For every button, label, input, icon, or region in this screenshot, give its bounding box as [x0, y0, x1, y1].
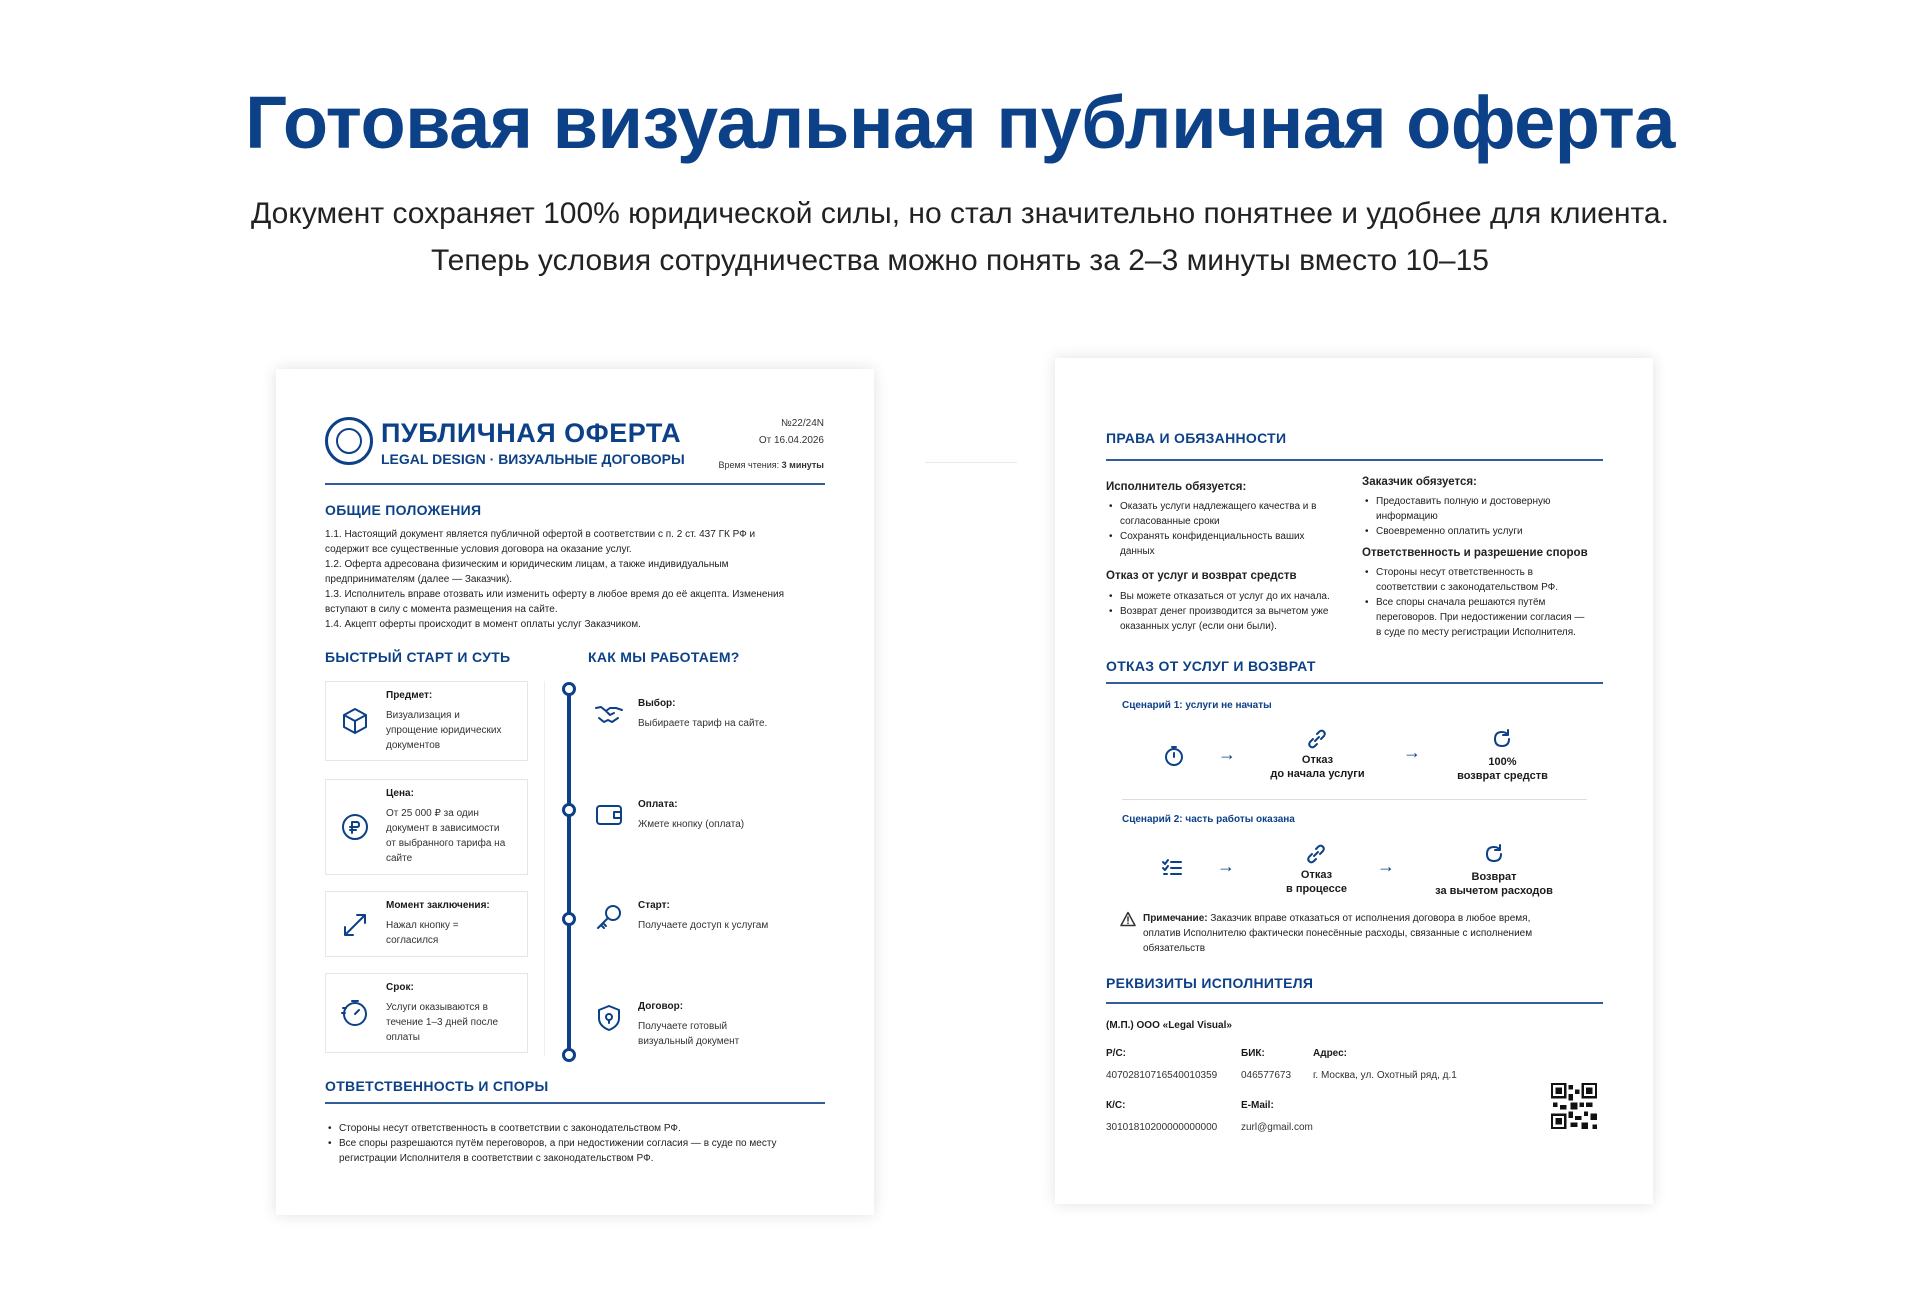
subtitle-line-1: Документ сохраняет 100% юридической силы, но стал значительно понятнее и удобнее для клиента.	[251, 197, 1669, 230]
doc-date: От 16.04.2026	[758, 435, 824, 446]
divider	[325, 1102, 825, 1104]
box-icon	[340, 706, 370, 736]
section-requisites-heading: РЕКВИЗИТЫ ИСПОЛНИТЕЛЯ	[1106, 975, 1314, 991]
timeline-dot	[562, 803, 576, 817]
arrow-icon: →	[1218, 744, 1236, 764]
divider	[1122, 799, 1587, 800]
section-rights-heading: ПРАВА И ОБЯЗАННОСТИ	[1106, 430, 1287, 446]
logo-icon	[325, 417, 373, 465]
main-headline: Готовая визуальная публичная оферта	[245, 81, 1675, 164]
card-moment: Момент заключения: Нажал кнопку = согласился	[325, 891, 528, 957]
ruble-icon	[340, 812, 370, 842]
refund-list: • Вы можете отказаться от услуг до их начала. • Возврат денег производится за вычетом уже оказанных услуг (если они были).	[1106, 589, 1351, 634]
checklist-icon	[1160, 856, 1184, 880]
customer-list: • Предоставить полную и достоверную информацию • Своевременно оплатить услуги	[1362, 494, 1607, 539]
arrow-icon: →	[1377, 856, 1395, 876]
divider	[325, 483, 825, 485]
liability-list: • Стороны несут ответственность в соответствии с законодательством РФ. • Все споры разрешаются путём переговоров, а при недостижении согласия — в суде по месту регистрации Исполнителя в соответствии с законодательством РФ.	[325, 1121, 835, 1166]
timeline-line	[567, 689, 571, 1056]
link-icon	[1305, 843, 1327, 865]
qr-code-icon	[1551, 1083, 1597, 1129]
wallet-icon	[594, 799, 624, 829]
timeline-dot	[562, 1048, 576, 1062]
expand-icon	[340, 910, 370, 940]
timer-icon	[340, 998, 370, 1028]
executor-list: • Оказать услуги надлежащего качества и в согласованные сроки • Сохранять конфиденциальность ваших данных	[1106, 499, 1351, 559]
doc-number: №22/24N	[781, 418, 824, 429]
section-howwework-heading: КАК МЫ РАБОТАЕМ?	[588, 649, 740, 665]
offer-page-1: ПУБЛИЧНАЯ ОФЕРТА LEGAL DESIGN · ВИЗУАЛЬНЫЕ ДОГОВОРЫ №22/24N От 16.04.2026 Время чтения: 3 минуты ОБЩИЕ ПОЛОЖЕНИЯ 1.1. Настоящий документ является публичной офертой в соответствии с п. 2 ст. 437 ГК РФ и содержит все существенные условия договора на оказание услуг. 1.2. Оферта адресована физическим и юридическим лицам, а также индивидуальным предпринимателям (далее — Заказчик). 1.3. Исполнитель вправе отозвать или изменить оферту в любое время до её акцепта. Изменения вступают в силу с момента размещения на сайте. 1.4. Акцепт оферты происходит в момент оплаты услуг Заказчиком. БЫСТРЫЙ СТАРТ И СУТЬ КАК МЫ РАБОТАЕМ? Предмет: Визуализация и упрощение юридических документов Цена: От 25 000 ₽ за один документ в зависимости от выбранного тарифа на сайте Момент заключения: Нажал кнопку = согласился Срок: Услуги оказываются в течение 1–3 дней после оплаты Выбор: Выбираете тариф на сайте. Оплата: Жмете кнопку (оплата) Старт: Получаете доступ к услугам Договор: Получаете готовый визуальный документ ОТВЕТСТВЕННОСТЬ И СПОРЫ • Стороны несут ответственность в соответствии с законодательством РФ. • Все споры разрешаются путём переговоров, а при недостижении согласия — в суде по месту регистрации Исполнителя в соответствии с законодательством РФ.	[276, 369, 874, 1215]
divider	[544, 681, 545, 1056]
section-quickstart-heading: БЫСТРЫЙ СТАРТ И СУТЬ	[325, 649, 511, 665]
timeline-dot	[562, 682, 576, 696]
note-text: Примечание: Заказчик вправе отказаться от исполнения договора в любое время, оплатив Исполнителю фактически понесённые расходы, связанные с исполнением обязательств	[1143, 913, 1533, 954]
timeline-dot	[562, 912, 576, 926]
card-subject: Предмет: Визуализация и упрощение юридических документов	[325, 681, 528, 761]
divider	[1106, 1002, 1603, 1004]
refresh-icon	[1491, 728, 1513, 750]
address-value: г. Москва, ул. Охотный ряд, д.1	[1313, 1070, 1457, 1081]
key-icon	[594, 902, 624, 932]
section-refusal-heading: ОТКАЗ ОТ УСЛУГ И ВОЗВРАТ	[1106, 658, 1316, 674]
email-value: zurl@gmail.com	[1241, 1122, 1313, 1133]
offer-page-2: ПРАВА И ОБЯЗАННОСТИ Исполнитель обязуется: • Оказать услуги надлежащего качества и в согласованные сроки • Сохранять конфиденциальность ваших данных Отказ от услуг и возврат средств • Вы можете отказаться от услуг до их начала. • Возврат денег производится за вычетом уже оказанных услуг (если они были). Заказчик обязуется: • Предоставить полную и достоверную информацию • Своевременно оплатить услуги Ответственность и разрешение споров • Стороны несут ответственность в соответствии с законодательством РФ. • Все споры сначала решаются путём переговоров. При недостижении согласия — в суде по месту регистрации Исполнителя. ОТКАЗ ОТ УСЛУГ И ВОЗВРАТ Сценарий 1: услуги не начаты → Отказ до начала услуги → 100% возврат средств Сценарий 2: часть работы оказана → Отказ в процессе → Возврат за вычетом расходов Примечание: Заказчик вправе отказаться от исполнения договора в любое время, оплатив Исполнителю фактически понесённые расходы, связанные с исполнением обязательств РЕКВИЗИТЫ ИСПОЛНИТЕЛЯ (М.П.) ООО «Legal Visual» Р/С: 40702810716540010359 БИК: 046577673 Адрес: г. Москва, ул. Охотный ряд, д.1 К/С: 30101810200000000000 E-Mail: zurl@gmail.com	[1055, 358, 1653, 1204]
reading-time: Время чтения: 3 минуты	[718, 460, 824, 470]
divider	[1106, 682, 1603, 684]
rs-value: 40702810716540010359	[1106, 1070, 1218, 1081]
general-provisions-text: 1.1. Настоящий документ является публичной офертой в соответствии с п. 2 ст. 437 ГК РФ и содержит все существенные условия договора на оказание услуг. 1.2. Оферта адресована физическим и юридическим лицам, а также индивидуальным предпринимателям (далее — Заказчик). 1.3. Исполнитель вправе отозвать или изменить оферту в любое время до её акцепта. Изменения вступают в силу с момента размещения на сайте. 1.4. Акцепт оферты происходит в момент оплаты услуг Заказчиком.	[325, 529, 785, 630]
arrow-icon: →	[1217, 856, 1235, 876]
shield-icon	[594, 1003, 624, 1033]
ks-value: 30101810200000000000	[1106, 1122, 1218, 1133]
section-general-heading: ОБЩИЕ ПОЛОЖЕНИЯ	[325, 502, 482, 518]
divider	[925, 462, 1017, 463]
card-term: Срок: Услуги оказываются в течение 1–3 дней после оплаты	[325, 973, 528, 1053]
section-liability-heading: ОТВЕТСТВЕННОСТЬ И СПОРЫ	[325, 1078, 549, 1094]
warning-icon	[1120, 911, 1136, 927]
arrow-icon: →	[1403, 742, 1421, 762]
disputes-list: • Стороны несут ответственность в соответствии с законодательством РФ. • Все споры сначала решаются путём переговоров. При недостижении согласия — в суде по месту регистрации Исполнителя.	[1362, 565, 1607, 640]
timer-icon	[1162, 744, 1186, 768]
handshake-icon	[594, 698, 624, 728]
card-price: Цена: От 25 000 ₽ за один документ в зависимости от выбранного тарифа на сайте	[325, 779, 528, 875]
subtitle-line-2: Теперь условия сотрудничества можно понять за 2–3 минуты вместо 10–15	[431, 244, 1489, 277]
scenario-1-title: Сценарий 1: услуги не начаты	[1122, 700, 1272, 711]
company-name: (М.П.) ООО «Legal Visual»	[1106, 1020, 1232, 1031]
refresh-icon	[1483, 843, 1505, 865]
page-subtitle: LEGAL DESIGN · ВИЗУАЛЬНЫЕ ДОГОВОРЫ	[381, 451, 685, 467]
bik-value: 046577673	[1241, 1070, 1292, 1081]
divider	[1106, 459, 1603, 461]
scenario-2-title: Сценарий 2: часть работы оказана	[1122, 814, 1295, 825]
link-icon	[1306, 728, 1328, 750]
page-title: ПУБЛИЧНАЯ ОФЕРТА	[381, 418, 682, 448]
